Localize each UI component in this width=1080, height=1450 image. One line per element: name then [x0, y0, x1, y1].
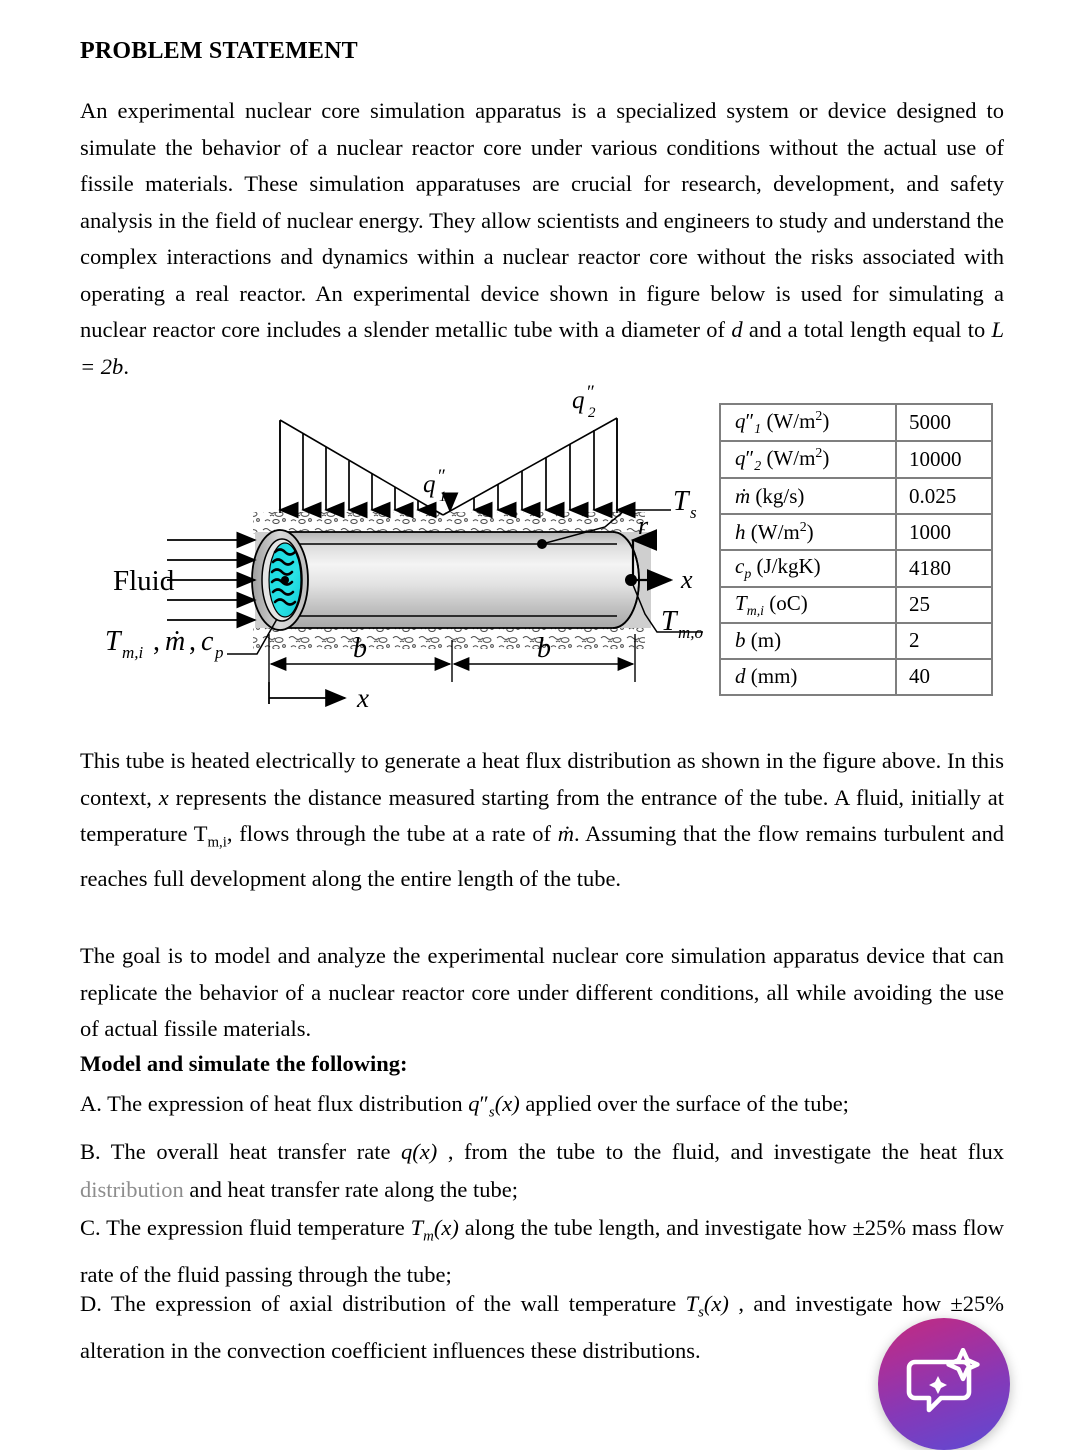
- svg-text:m,o: m,o: [678, 623, 704, 642]
- svg-text:,: ,: [153, 626, 160, 657]
- chat-sparkle-icon: [905, 1348, 983, 1420]
- table-cell-value: 10000: [896, 441, 992, 478]
- svg-text:m,i: m,i: [122, 643, 144, 662]
- dimension-label-b-left: b: [353, 633, 367, 664]
- item-b-pre: B. The overall heat transfer rate: [80, 1139, 402, 1164]
- math-Ts-x: $T_s(x)$: [685, 1291, 729, 1321]
- fluid-flow-arrows: [167, 540, 255, 620]
- svg-text:c: c: [201, 626, 214, 657]
- subscript-mi: m,i: [207, 834, 227, 851]
- item-d-post: , and investigate how ±25% alteration in the convection coefficient influences these distributions.: [80, 1291, 1004, 1363]
- svg-text:″: ″: [438, 466, 446, 487]
- item-a-pre: A. The expression of heat flux distribution: [80, 1091, 469, 1116]
- svg-text:2: 2: [588, 405, 596, 421]
- paragraph-tube-b: represents the distance measured starting from the entrance of the tube. A fluid, initially at temperature T: [80, 784, 1004, 846]
- list-item-c: [80, 1209, 1004, 1294]
- svg-text:T: T: [105, 626, 121, 657]
- table-cell-value: 25: [896, 587, 992, 623]
- paragraph-tube-d: . Assuming that the flow remains turbulent and reaches full development along the entire length of the tube.: [80, 821, 1004, 891]
- table-cell-value: 40: [896, 659, 992, 695]
- math-q-x: q(x): [401, 1139, 438, 1164]
- list-item-d: [80, 1285, 1004, 1370]
- table-row: [720, 623, 992, 659]
- math-qs-x: $q''_s(x)$: [468, 1091, 520, 1121]
- table-cell-symbol: $q''_1$ $(W/m^2)$: [720, 404, 896, 441]
- table-cell-value: 4180: [896, 550, 992, 586]
- label-fluid: [113, 565, 175, 597]
- table-cell-value: 5000: [896, 404, 992, 441]
- svg-text:Fluid: Fluid: [113, 565, 175, 597]
- label-inlet-conditions: [105, 619, 277, 662]
- item-b-mid: , from the tube to the fluid, and investigate the heat flux: [437, 1139, 1004, 1164]
- symbol-d: d: [731, 317, 743, 342]
- insulation-texture-top: [253, 512, 645, 534]
- flux-label-q2: [572, 382, 596, 421]
- table-row: [720, 550, 992, 586]
- svg-text:s: s: [690, 503, 697, 522]
- paragraph-intro-tail: and a total length equal to: [742, 317, 992, 342]
- fluid-inlet-region: [269, 543, 301, 617]
- table-cell-value: 2: [896, 623, 992, 659]
- svg-text:q: q: [423, 471, 436, 498]
- table-cell-symbol: h $(W/m^2)$: [720, 514, 896, 550]
- svg-text:p: p: [215, 643, 224, 662]
- svg-text:,: ,: [189, 626, 196, 657]
- item-c-pre: C. The expression fluid temperature: [80, 1215, 411, 1240]
- symbol-x-inline: x: [158, 784, 169, 810]
- item-a-post: applied over the surface of the tube;: [519, 1091, 849, 1116]
- table-cell-value: 1000: [896, 514, 992, 550]
- svg-text:1: 1: [439, 489, 447, 505]
- paragraph-tube-c: , flows through the tube at a rate of: [226, 821, 558, 846]
- axis-x-bottom: [269, 682, 345, 704]
- table-cell-value: 0.025: [896, 478, 992, 514]
- heat-flux-profile: [280, 418, 617, 515]
- item-c-post: along the tube length, and investigate how ±25% mass flow rate of the fluid passing through the tube;: [80, 1215, 1004, 1287]
- tube-body: [254, 532, 651, 628]
- item-b-post: and heat transfer rate along the tube;: [183, 1177, 518, 1202]
- paragraph-intro: [80, 93, 1004, 385]
- item-d-pre: D. The expression of axial distribution of the wall temperature: [80, 1291, 686, 1316]
- paragraph-goal: The goal is to model and analyze the experimental nuclear core simulation apparatus device that can replicate the behavior of a nuclear reactor core under different conditions, all while avoiding the use of actual fissile materials.: [80, 943, 1004, 1041]
- table-row: [720, 587, 992, 623]
- flux-label-q1: [423, 466, 447, 505]
- axis-label-r: r: [638, 511, 649, 540]
- svg-text:T: T: [673, 486, 689, 517]
- table-row: [720, 478, 992, 514]
- svg-text:″: ″: [587, 382, 595, 403]
- table-cell-symbol: $T_{m,i}$ (oC): [720, 587, 896, 623]
- paragraph-intro-end: .: [123, 353, 129, 379]
- table-row: [720, 441, 992, 478]
- axis-label-x-vertical: x: [681, 565, 693, 594]
- table-row: [720, 514, 992, 550]
- page-title: PROBLEM STATEMENT: [80, 38, 358, 64]
- svg-text:ṁ: ṁ: [165, 626, 186, 657]
- heat-flux-arrows: [280, 419, 617, 511]
- math-Tm-x: $T_m(x)$: [410, 1215, 459, 1245]
- section-subtitle: Model and simulate the following:: [80, 1051, 408, 1076]
- list-item-b: [80, 1133, 1004, 1209]
- table-row: [720, 659, 992, 695]
- table-cell-symbol: b (m): [720, 623, 896, 659]
- symbol-L-equals-2b: L = 2b: [80, 317, 1004, 379]
- table-cell-symbol: d (mm): [720, 659, 896, 695]
- paragraph-intro-text: An experimental nuclear core simulation apparatus is a specialized system or device designed to simulate the behavior of a nuclear reactor core under various conditions without the actual use of fissile materials. These simulation apparatuses are crucial for research, development, and safety analysis in the field of nuclear energy. They allow scientists and engineers to study and understand the complex interactions and dynamics within a nuclear reactor core without the risks associated with operating a real reactor. An experimental device shown in figure below is used for simulating a nuclear reactor core includes a slender metallic tube with a diameter of: [80, 98, 1004, 342]
- table-row: [720, 404, 992, 441]
- table-cell-symbol: $q''_2$ $(W/m^2)$: [720, 441, 896, 478]
- list-item-a: [80, 1085, 1004, 1132]
- item-b-faded-word: distribution: [80, 1177, 184, 1202]
- paragraph-tube-description: [80, 743, 1004, 898]
- table-cell-symbol: $c_p$ (J/kgK): [720, 550, 896, 586]
- ai-chat-fab-button[interactable]: [878, 1318, 1010, 1450]
- svg-text:T: T: [661, 606, 677, 637]
- symbol-mdot-inline: ṁ: [557, 821, 574, 846]
- parameter-table: [719, 403, 993, 696]
- table-cell-symbol: ṁ (kg/s): [720, 478, 896, 514]
- axis-label-x-bottom: x: [357, 683, 369, 712]
- dimension-label-b-right: b: [537, 633, 551, 664]
- svg-text:q: q: [572, 387, 585, 414]
- paragraph-tube-a: This tube is heated electrically to generate a heat flux distribution as shown in the figure above. In this context,: [80, 748, 1004, 810]
